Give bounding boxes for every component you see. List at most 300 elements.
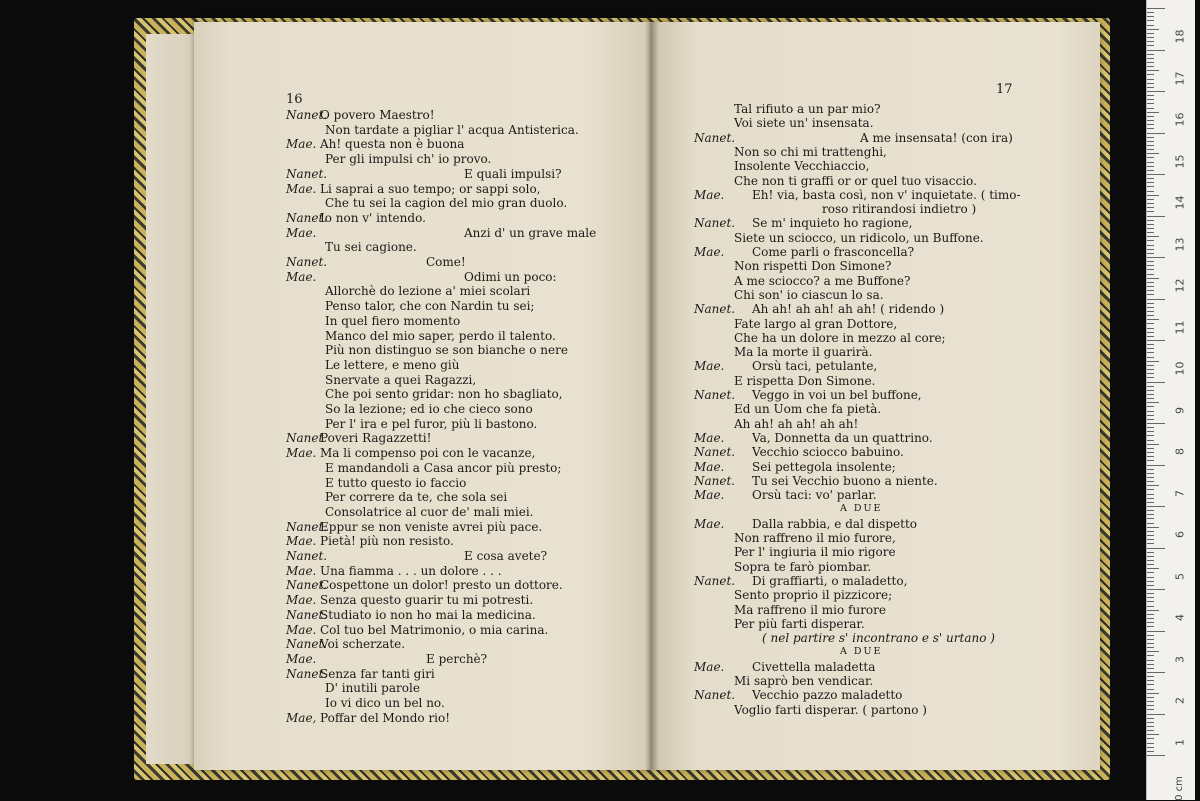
ruler-tick (1147, 174, 1165, 175)
ruler-number: 2 (1173, 697, 1187, 704)
ruler-tick (1147, 502, 1154, 503)
speaker-label: Mae. (694, 430, 725, 445)
ruler-tick (1147, 286, 1154, 287)
ruler-tick (1147, 16, 1154, 17)
speaker-label: Mae. (286, 446, 317, 461)
ruler-tick (1147, 265, 1154, 266)
ruler-tick (1147, 303, 1154, 304)
text-line: Senza questo guarir tu mi potresti. (320, 593, 534, 608)
ruler-tick (1147, 485, 1159, 486)
ruler-tick (1147, 369, 1154, 370)
right-page (652, 22, 1100, 770)
text-line: Mi saprò ben vendicar. (734, 674, 874, 688)
speaker-label: Nanet. (286, 607, 328, 622)
ruler-tick (1147, 340, 1165, 341)
text-line: roso ritirandosi indietro ) (822, 202, 977, 217)
ruler-tick (1147, 481, 1154, 482)
ruler-tick (1147, 452, 1154, 453)
text-line: Consolatrice al cuor de' mali miei. (325, 504, 534, 519)
ruler-tick (1147, 672, 1165, 673)
ruler-tick (1147, 120, 1154, 121)
ruler-tick (1147, 568, 1159, 569)
ruler-tick (1147, 91, 1165, 92)
ruler-tick (1147, 149, 1154, 150)
ruler-tick (1147, 8, 1165, 9)
ruler-tick (1147, 50, 1165, 51)
speaker-label: Mae. (286, 593, 317, 608)
flyleaf (146, 34, 196, 764)
ruler-tick (1147, 307, 1154, 308)
ruler-tick (1147, 473, 1154, 474)
left-page-text (194, 22, 652, 770)
ruler-tick (1147, 444, 1159, 445)
ruler-tick (1147, 751, 1154, 752)
ruler-tick (1147, 365, 1154, 366)
speaker-label: Nanet. (694, 473, 736, 488)
text-line: Una fiamma . . . un dolore . . . (320, 563, 502, 578)
ruler-tick (1147, 141, 1154, 142)
text-line: A me sciocco? a me Buffone? (734, 273, 911, 288)
speaker-label: Mae. (286, 534, 317, 549)
text-line: Orsù taci: vo' parlar. (752, 488, 877, 503)
ruler-tick (1147, 228, 1154, 229)
speaker-label: Nanet. (286, 166, 328, 181)
ruler-tick (1147, 62, 1154, 63)
ruler-tick (1147, 734, 1159, 735)
speaker-label: Nanet. (286, 637, 328, 652)
ruler-tick (1147, 274, 1154, 275)
ruler-tick (1147, 664, 1154, 665)
text-line: Tu sei cagione. (325, 240, 417, 255)
ruler-tick (1147, 382, 1165, 383)
ruler-tick (1147, 435, 1154, 436)
ruler-tick (1147, 506, 1165, 507)
text-line: Eh! via, basta così, non v' inquietate. ( timo- (752, 187, 1021, 202)
ruler-tick (1147, 635, 1154, 636)
speaker-label: Mae. (694, 359, 725, 374)
text-line: Che ha un dolore in mezzo al core; (734, 330, 946, 345)
ruler-tick (1147, 705, 1154, 706)
ruler-tick (1147, 87, 1154, 88)
ruler-tick (1147, 639, 1154, 640)
ruler-tick (1147, 257, 1165, 258)
text-line: Penso talor, che con Nardin tu sei; (325, 299, 535, 314)
text-line: Tal rifiuto a un par mio? (734, 102, 881, 116)
text-line: Voi scherzate. (320, 637, 406, 652)
text-line: Chi son' io ciascun lo sa. (734, 287, 884, 302)
ruler-tick (1147, 676, 1154, 677)
speaker-label: Nanet. (286, 431, 328, 446)
speaker-label: Mae. (286, 563, 317, 578)
ruler-tick (1147, 514, 1154, 515)
speaker-label: Mae. (286, 225, 317, 240)
ruler-tick (1147, 166, 1154, 167)
text-line: Ah ah! ah ah! ah ah! ( ridendo ) (752, 302, 945, 317)
text-line: Voglio farti disperar. ( partono ) (734, 702, 927, 717)
text-line: Cospettone un dolor! presto un dottore. (320, 578, 563, 593)
speaker-label: Mae. (694, 516, 725, 531)
ruler-tick (1147, 577, 1154, 578)
ruler-number: 5 (1173, 572, 1187, 580)
text-line: Odimi un poco: (464, 269, 557, 284)
ruler-tick (1147, 332, 1154, 333)
ruler-tick (1147, 323, 1154, 324)
text-line: Va, Donnetta da un quattrino. (752, 430, 933, 445)
ruler-tick (1147, 29, 1159, 30)
text-line: Orsù taci, petulante, (752, 359, 878, 374)
text-line: Fate largo al gran Dottore, (734, 316, 898, 331)
ruler-tick (1147, 240, 1154, 241)
text-line: A DUE (840, 503, 883, 515)
ruler-tick (1147, 655, 1154, 656)
speaker-label: Mae. (694, 245, 725, 259)
text-line: Se m' inquieto ho ragione, (752, 216, 913, 231)
speaker-label: Nanet. (286, 519, 328, 534)
ruler-tick (1147, 261, 1154, 262)
ruler-tick (1147, 178, 1154, 179)
text-line: Senza far tanti giri (320, 666, 435, 681)
ruler-number: 15 (1173, 154, 1187, 168)
measuring-ruler (1146, 0, 1195, 800)
ruler-tick (1147, 344, 1154, 345)
ruler-tick (1147, 348, 1154, 349)
speaker-label: Mae. (694, 659, 725, 674)
ruler-tick (1147, 199, 1154, 200)
ruler-tick (1147, 411, 1154, 412)
ruler-tick (1147, 253, 1154, 254)
ruler-tick (1147, 108, 1154, 109)
ruler-tick (1147, 83, 1154, 84)
text-line: Vecchio pazzo maladetto (752, 688, 903, 703)
text-line: Che tu sei la cagion del mio gran duolo. (325, 196, 568, 211)
text-line: A me insensata! (con ira) (860, 130, 1013, 145)
speaker-label: Nanet. (694, 130, 736, 145)
ruler-tick (1147, 456, 1154, 457)
ruler-tick (1147, 589, 1165, 590)
ruler-tick (1147, 186, 1154, 187)
text-line: Ma la morte il guarirà. (734, 345, 873, 360)
text-line: Per più farti disperar. (734, 616, 865, 631)
ruler-tick (1147, 556, 1154, 557)
text-line: Civettella maladetta (752, 659, 876, 674)
ruler-tick (1147, 668, 1154, 669)
ruler-tick (1147, 124, 1154, 125)
text-line: Non raffreno il mio furore, (734, 531, 896, 545)
ruler-tick (1147, 357, 1154, 358)
text-line: Poffar del Mondo rio! (320, 710, 451, 725)
ruler-number: 14 (1173, 195, 1187, 210)
text-line: Più non distinguo se son bianche o nere (325, 343, 568, 358)
text-line: Veggo in voi un bel buffone, (752, 388, 922, 402)
ruler-tick (1147, 157, 1154, 158)
book-gutter (645, 22, 659, 770)
text-line: Ah ah! ah ah! ah ah! (734, 416, 859, 431)
ruler-tick (1147, 539, 1154, 540)
text-line: Per correre da te, che sola sei (325, 490, 508, 505)
ruler-tick (1147, 45, 1154, 46)
ruler-tick (1147, 25, 1154, 26)
ruler-tick (1147, 560, 1154, 561)
ruler-tick (1147, 610, 1159, 611)
text-line: A DUE (840, 646, 883, 658)
text-line: Che non ti graffi or or quel tuo visaccio. (734, 173, 977, 188)
ruler-tick (1147, 133, 1165, 134)
ruler-tick (1147, 730, 1154, 731)
speaker-label: Nanet. (286, 108, 328, 122)
ruler-tick (1147, 290, 1154, 291)
ruler-tick (1147, 465, 1165, 466)
ruler-tick (1147, 203, 1154, 204)
speaker-label: Nanet. (286, 578, 328, 593)
speaker-label: Mae. (286, 622, 317, 637)
speaker-label: Nanet. (694, 388, 736, 402)
ruler-tick (1147, 572, 1154, 573)
ruler-number: 11 (1173, 320, 1187, 334)
ruler-tick (1147, 170, 1154, 171)
ruler-tick (1147, 12, 1154, 13)
ruler-tick (1147, 74, 1154, 75)
ruler-tick (1147, 269, 1154, 270)
ruler-tick (1147, 693, 1159, 694)
ruler-unit: 0 cm (1173, 776, 1185, 801)
speaker-label: Mae. (286, 269, 317, 284)
ruler-tick (1147, 116, 1154, 117)
ruler-tick (1147, 684, 1154, 685)
ruler-tick (1147, 299, 1165, 300)
ruler-tick (1147, 33, 1154, 34)
ruler-tick (1147, 614, 1154, 615)
ruler-tick (1147, 394, 1154, 395)
text-line: So la lezione; ed io che cieco sono (325, 402, 533, 416)
page-number-left: 16 (286, 92, 303, 107)
ruler-tick (1147, 415, 1154, 416)
ruler-tick (1147, 498, 1154, 499)
text-line: Io non v' intendo. (320, 210, 426, 225)
ruler-tick (1147, 548, 1165, 549)
ruler-tick (1147, 523, 1154, 524)
text-line: Come parli o frasconcella? (752, 245, 915, 259)
ruler-tick (1147, 20, 1154, 21)
ruler-number: 12 (1173, 278, 1187, 293)
ruler-tick (1147, 581, 1154, 582)
text-line: Insolente Vecchiaccio, (734, 159, 870, 174)
ruler-tick (1147, 128, 1154, 129)
speaker-label: Nanet. (694, 302, 736, 317)
ruler-tick (1147, 593, 1154, 594)
ruler-tick (1147, 112, 1159, 113)
ruler-tick (1147, 651, 1159, 652)
ruler-tick (1147, 373, 1154, 374)
ruler-tick (1147, 552, 1154, 553)
text-line: Voi siete un' insensata. (734, 116, 874, 131)
ruler-tick (1147, 660, 1154, 661)
text-line: Per gli impulsi ch' io provo. (325, 152, 492, 167)
ruler-tick (1147, 714, 1165, 715)
text-line: Li saprai a suo tempo; or sappi solo, (320, 181, 541, 196)
speaker-label: Nanet. (694, 216, 736, 231)
ruler-tick (1147, 153, 1159, 154)
ruler-tick (1147, 643, 1154, 644)
ruler-tick (1147, 631, 1165, 632)
text-line: Non tardate a pigliar l' acqua Antisterica. (325, 122, 579, 137)
ruler-number: 17 (1173, 71, 1187, 85)
ruler-tick (1147, 311, 1154, 312)
ruler-tick (1147, 211, 1154, 212)
ruler-tick (1147, 460, 1154, 461)
ruler-tick (1147, 618, 1154, 619)
ruler-tick (1147, 489, 1154, 490)
text-line: Per l' ira e pel furor, più li bastono. (325, 416, 538, 431)
ruler-tick (1147, 41, 1154, 42)
text-line: Manco del mio saper, perdo il talento. (325, 328, 556, 343)
ruler-tick (1147, 294, 1154, 295)
text-line: Sopra te farò piombar. (734, 559, 872, 574)
ruler-tick (1147, 697, 1154, 698)
ruler-number: 10 (1173, 361, 1187, 376)
ruler-tick (1147, 182, 1154, 183)
speaker-label: Nanet. (694, 445, 736, 460)
ruler-tick (1147, 709, 1154, 710)
ruler-tick (1147, 398, 1154, 399)
text-line: Io vi dico un bel no. (325, 696, 445, 710)
text-line: Sento proprio il pizzicore; (734, 588, 893, 603)
ruler-tick (1147, 718, 1154, 719)
ruler-tick (1147, 54, 1154, 55)
text-line: Tu sei Vecchio buono a niente. (752, 473, 938, 488)
speaker-label: Nanet. (286, 255, 328, 269)
ruler-tick (1147, 236, 1159, 237)
speaker-label: Mae, (286, 710, 317, 725)
text-line: Siete un sciocco, un ridicolo, un Buffone. (734, 230, 984, 245)
ruler-tick (1147, 336, 1154, 337)
ruler-tick (1147, 216, 1165, 217)
text-line: Ed un Uom che fa pietà. (734, 402, 882, 417)
ruler-tick (1147, 191, 1154, 192)
ruler-tick (1147, 743, 1154, 744)
ruler-tick (1147, 531, 1154, 532)
text-line: Le lettere, e meno giù (325, 357, 460, 372)
text-line: E mandandoli a Casa ancor più presto; (325, 460, 562, 475)
text-line: Eppur se non veniste avrei più pace. (320, 519, 543, 534)
ruler-tick (1147, 37, 1154, 38)
text-line: Col tuo bel Matrimonio, o mia carina. (320, 622, 549, 637)
ruler-tick (1147, 70, 1159, 71)
ruler-tick (1147, 361, 1159, 362)
ruler-number: 1 (1173, 738, 1187, 746)
ruler-tick (1147, 103, 1154, 104)
text-line: Pietà! più non resisto. (320, 534, 454, 549)
text-line: Snervate a quei Ragazzi, (325, 372, 477, 387)
ruler-tick (1147, 162, 1154, 163)
text-line: Anzi d' un grave male (464, 225, 597, 240)
text-line: ( nel partire s' incontrano e s' urtano ) (762, 631, 995, 646)
ruler-tick (1147, 440, 1154, 441)
ruler-tick (1147, 406, 1154, 407)
speaker-label: Mae. (286, 651, 317, 666)
ruler-tick (1147, 689, 1154, 690)
text-line: Come! (426, 255, 466, 269)
ruler-tick (1147, 755, 1165, 756)
text-line: Ma raffreno il mio furore (734, 602, 886, 617)
ruler-tick (1147, 626, 1154, 627)
speaker-label: Mae. (694, 459, 725, 474)
text-line: Vecchio sciocco babuino. (752, 445, 904, 460)
ruler-tick (1147, 477, 1154, 478)
ruler-tick (1147, 427, 1154, 428)
ruler-tick (1147, 328, 1154, 329)
ruler-tick (1147, 137, 1154, 138)
ruler-number: 18 (1173, 29, 1187, 44)
ruler-number: 8 (1173, 448, 1187, 455)
ruler-tick (1147, 518, 1154, 519)
speaker-label: Mae. (286, 181, 317, 196)
text-line: O povero Maestro! (320, 108, 435, 122)
ruler-tick (1147, 402, 1159, 403)
speaker-label: Nanet. (286, 210, 328, 225)
ruler-tick (1147, 535, 1154, 536)
ruler-tick (1147, 99, 1154, 100)
ruler-tick (1147, 352, 1154, 353)
ruler-number: 3 (1173, 655, 1187, 663)
ruler-tick (1147, 419, 1154, 420)
speaker-label: Nanet. (286, 549, 328, 563)
ruler-tick (1147, 622, 1154, 623)
ruler-tick (1147, 597, 1154, 598)
text-line: In quel fiero momento (325, 313, 461, 328)
text-line: Ah! questa non è buona (320, 137, 465, 152)
left-page (194, 22, 652, 770)
text-line: Non rispetti Don Simone? (734, 259, 892, 274)
ruler-tick (1147, 543, 1154, 544)
speaker-label: Mae. (694, 488, 725, 503)
ruler-tick (1147, 726, 1154, 727)
ruler-tick (1147, 680, 1154, 681)
ruler-tick (1147, 469, 1154, 470)
ruler-tick (1147, 423, 1165, 424)
ruler-number: 4 (1173, 614, 1187, 621)
ruler-tick (1147, 95, 1154, 96)
ruler-tick (1147, 601, 1154, 602)
ruler-number: 13 (1173, 237, 1187, 251)
ruler-number: 7 (1173, 489, 1187, 497)
ruler-tick (1147, 207, 1154, 208)
ruler-tick (1147, 232, 1154, 233)
ruler-tick (1147, 510, 1154, 511)
speaker-label: Mae. (694, 187, 725, 202)
ruler-tick (1147, 249, 1154, 250)
text-line: Sei pettegola insolente; (752, 459, 896, 474)
text-line: Di graffiarti, o maladetto, (752, 573, 908, 588)
ruler-tick (1147, 220, 1154, 221)
right-page-text (652, 22, 1100, 770)
text-line: E tutto questo io faccio (325, 475, 467, 490)
ruler-tick (1147, 647, 1154, 648)
ruler-tick (1147, 494, 1154, 495)
page-number-right: 17 (996, 82, 1013, 97)
ruler-tick (1147, 282, 1154, 283)
ruler-tick (1147, 315, 1154, 316)
ruler-tick (1147, 564, 1154, 565)
speaker-label: Nanet. (694, 688, 736, 703)
ruler-tick (1147, 431, 1154, 432)
text-line: D' inutili parole (325, 681, 420, 696)
text-line: Allorchè do lezione a' miei scolari (325, 284, 531, 299)
text-line: E cosa avete? (464, 549, 548, 563)
text-line: E perchè? (426, 651, 488, 666)
ruler-number: 16 (1173, 112, 1187, 127)
ruler-number: 6 (1173, 531, 1187, 538)
ruler-tick (1147, 386, 1154, 387)
